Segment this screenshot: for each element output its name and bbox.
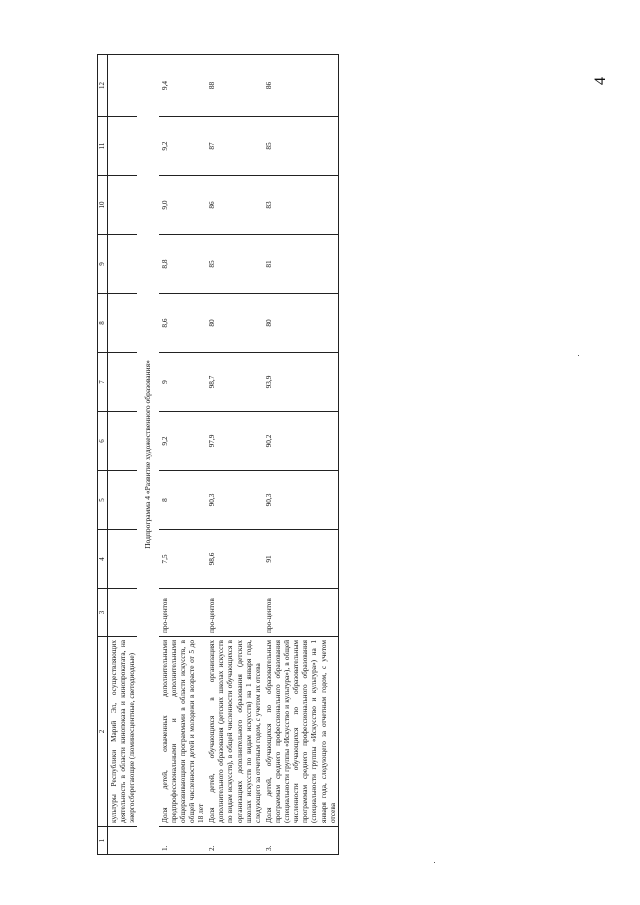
- scan-speck: [434, 862, 435, 863]
- header-cell: 3: [98, 589, 108, 637]
- row-value: 9,0: [159, 176, 207, 235]
- row-indicator-name: Доля детей, охваченных дополнительными предпрофессиональными и дополнительными общеразвивающими программами в области искусств, в общей численности детей и молодежи в возрасте от 5 до 18 лет: [159, 637, 207, 827]
- row-value: 80: [263, 294, 338, 353]
- header-cell: 7: [98, 353, 108, 412]
- subprogram-row: [137, 55, 158, 855]
- rotated-table-page: [97, 55, 617, 855]
- row-unit: про-центов: [159, 589, 207, 637]
- header-cell: 5: [98, 471, 108, 530]
- row-value: 80: [206, 294, 263, 353]
- row-value: 8,6: [159, 294, 207, 353]
- header-cell: 9: [98, 235, 108, 294]
- row-unit: про-центов: [263, 589, 338, 637]
- row-indicator-name: Доля детей, обучающихся в организациях дополнительного образования (детских школах искусств по видам искусств), в общей численности обучающихся в организациях дополнительного образования (детских школах искусств по видам искусств) на 1 января года, следующего за отчетным годом, с учетом их отсева: [206, 637, 263, 827]
- header-cell: 1: [98, 827, 108, 855]
- header-cell: 4: [98, 530, 108, 589]
- continuation-row: [108, 55, 138, 855]
- indicators-table: [97, 54, 339, 855]
- row-value: 9,4: [159, 55, 207, 117]
- row-value: 83: [263, 176, 338, 235]
- header-cell: 10: [98, 176, 108, 235]
- header-cell: 2: [98, 637, 108, 827]
- row-number: 2.: [206, 827, 263, 855]
- header-cell: 12: [98, 55, 108, 117]
- page-number: 4: [592, 77, 609, 85]
- header-cell: 11: [98, 117, 108, 176]
- row-value: 85: [206, 235, 263, 294]
- subprogram-title: Подпрограмма 4 «Развитие художественного образования»: [137, 55, 158, 855]
- header-cell: 8: [98, 294, 108, 353]
- row-value: 90,2: [263, 412, 338, 471]
- row-value: 9: [159, 353, 207, 412]
- row-value: 91: [263, 530, 338, 589]
- row-value: 9,2: [159, 412, 207, 471]
- header-cell: 6: [98, 412, 108, 471]
- row-value: 98,7: [206, 353, 263, 412]
- row-number: 3.: [263, 827, 338, 855]
- row-value: 8,8: [159, 235, 207, 294]
- row-value: 7,5: [159, 530, 207, 589]
- row-value: 97,9: [206, 412, 263, 471]
- row-number: 1.: [159, 827, 207, 855]
- continuation-text: культуры Республики Марий Эл, осуществляющих деятельность в области кинопоказа и кинопрокатата, на энергосберегающие (люминесцентные, светодиодные): [108, 637, 138, 827]
- row-value: 87: [206, 117, 263, 176]
- row-value: 81: [263, 235, 338, 294]
- row-value: 90,3: [263, 471, 338, 530]
- row-value: 86: [263, 55, 338, 117]
- scan-speck: [578, 355, 579, 356]
- row-value: 86: [206, 176, 263, 235]
- row-value: 88: [206, 55, 263, 117]
- row-value: 90,3: [206, 471, 263, 530]
- table-row: [263, 55, 338, 855]
- row-value: 93,9: [263, 353, 338, 412]
- table-row: [159, 55, 207, 855]
- row-value: 98,6: [206, 530, 263, 589]
- row-value: 8: [159, 471, 207, 530]
- row-indicator-name: Доля детей, обучающихся по образовательным программам среднего профессионального образования (специальности группы «Искусство и культура»), в общей численности обучающихся по образовательным программам среднего профессионального образования (специальности группы «Искусство и культура») на 1 января года, следующего за отчетным годом, с учетом отсева: [263, 637, 338, 827]
- table-row: [206, 55, 263, 855]
- row-value: 9,2: [159, 117, 207, 176]
- table-header-row: [98, 55, 108, 855]
- row-value: 85: [263, 117, 338, 176]
- row-unit: про-центов: [206, 589, 263, 637]
